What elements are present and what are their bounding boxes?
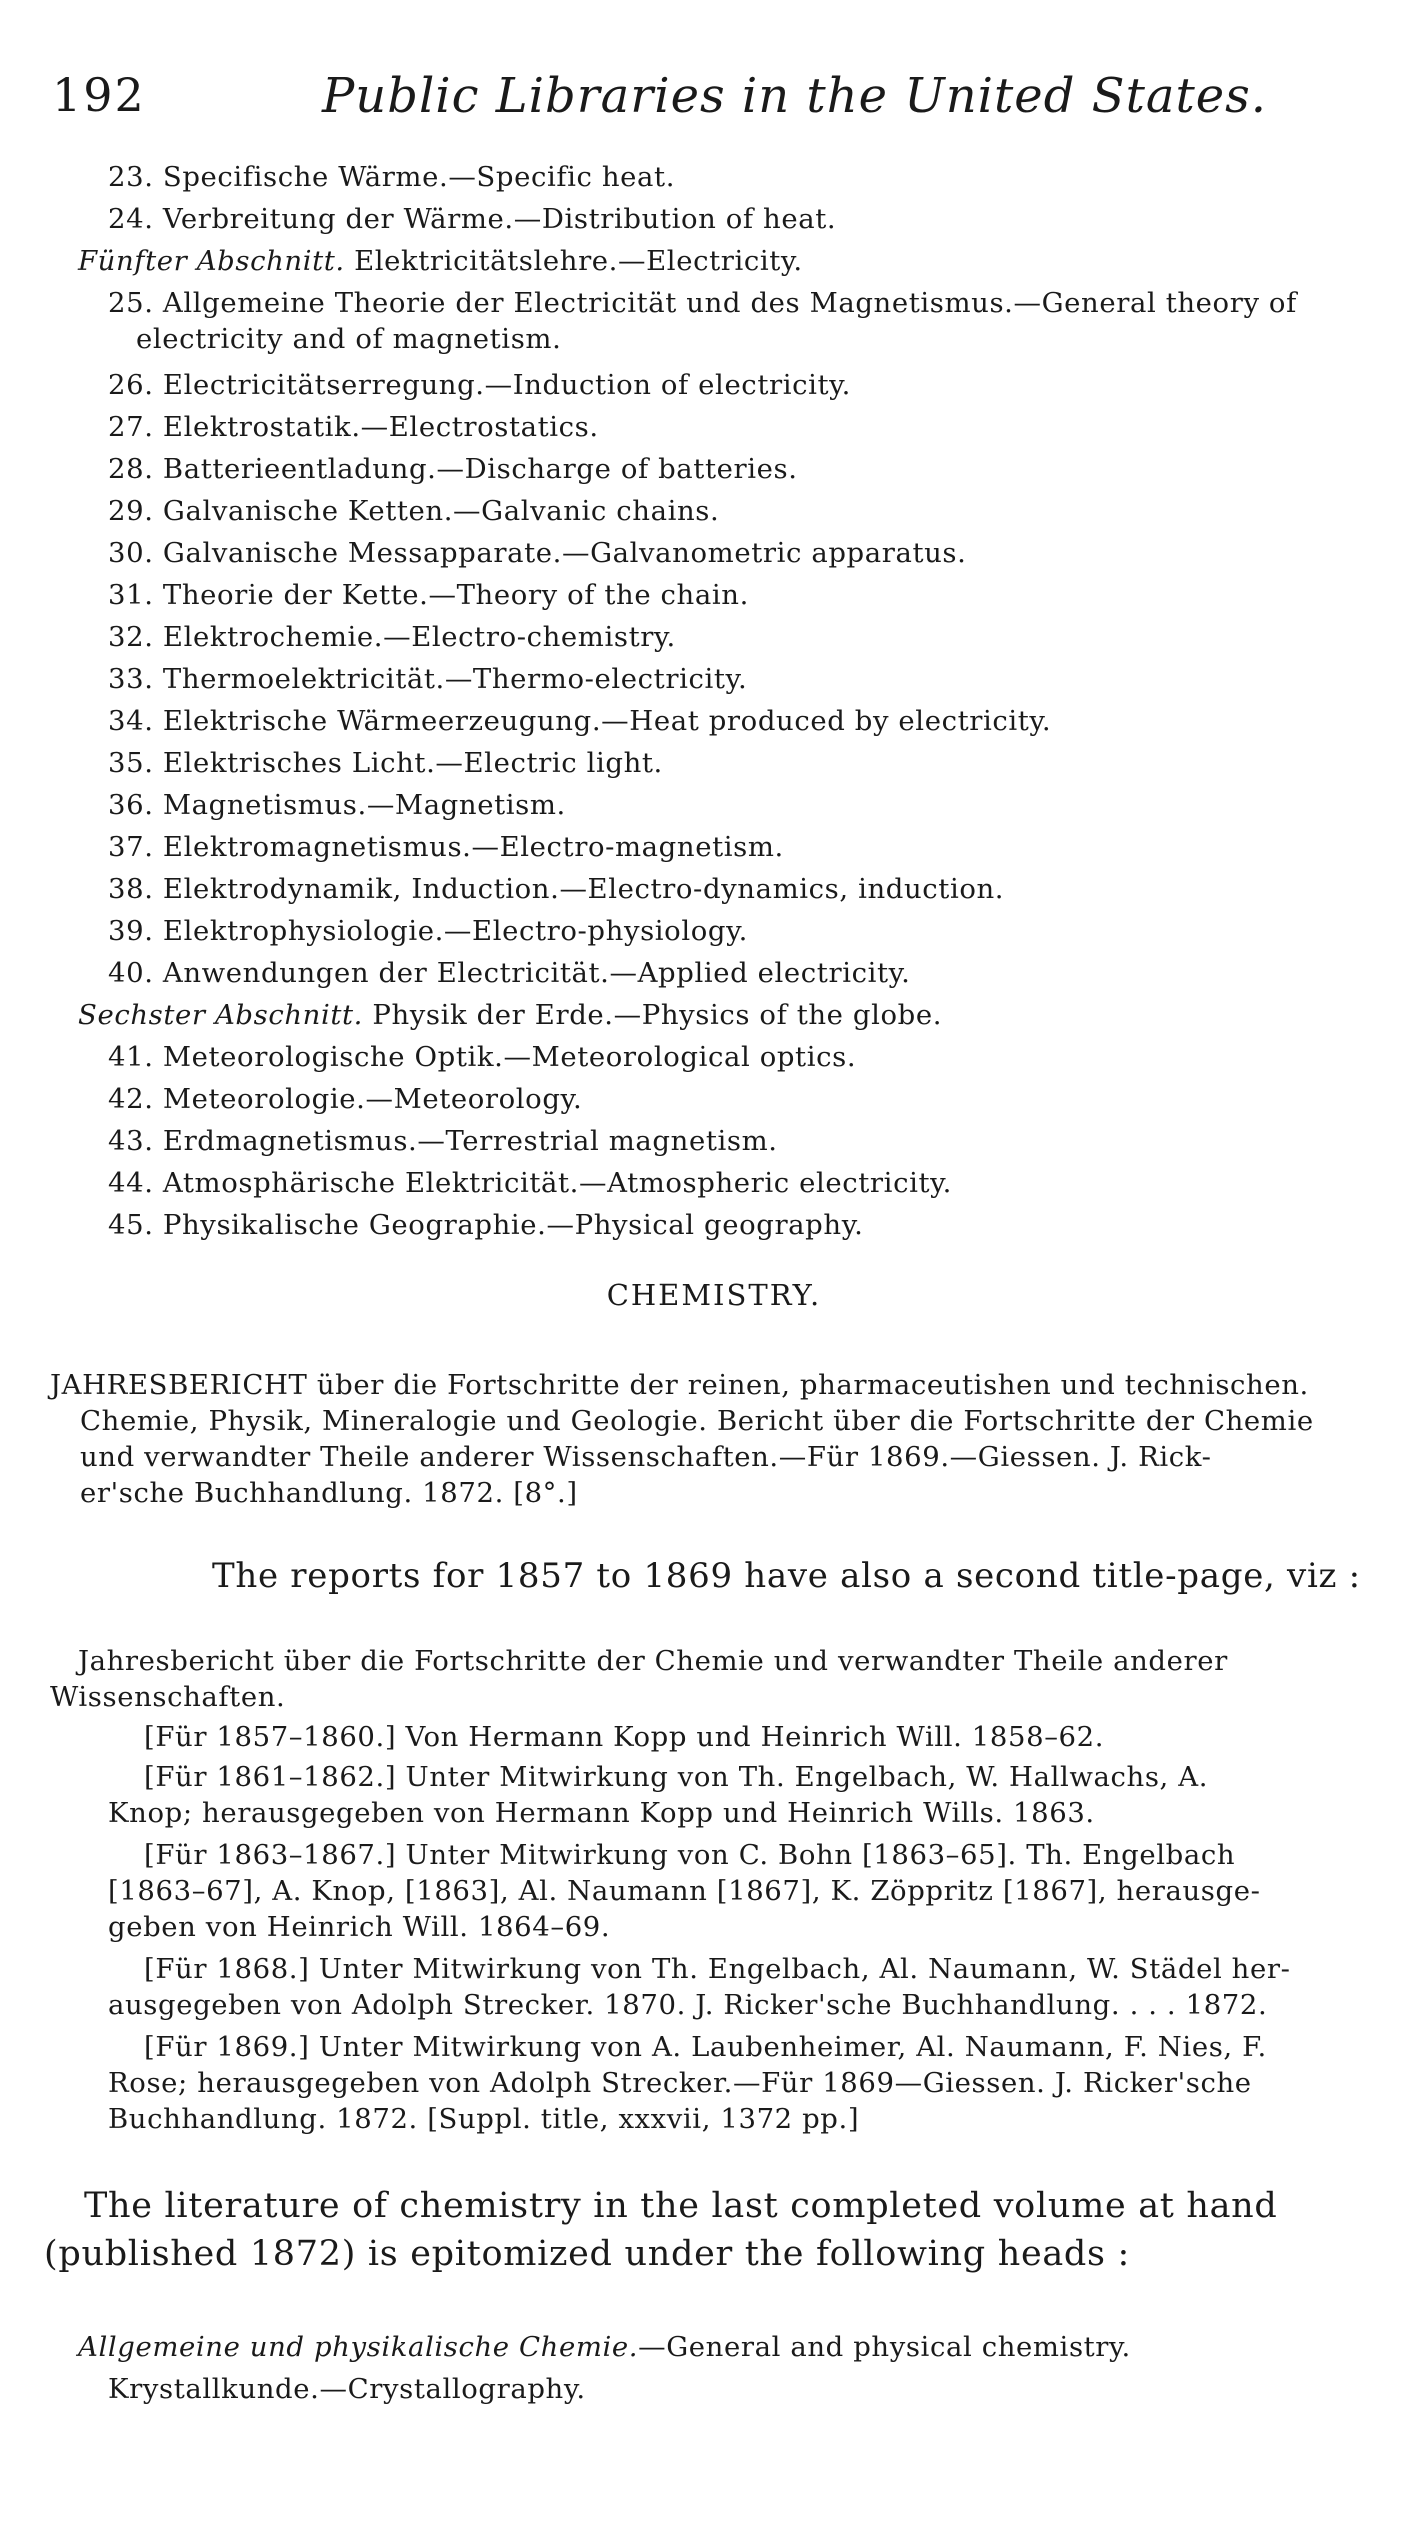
volume-line: [Für 1869.] Unter Mitwirkung von A. Laubenheimer, Al. Naumann, F. Nies, F. [144,2031,1267,2063]
section-heading: Sechster Abschnitt. Physik der Erde.—Physics of the globe. [78,999,943,1031]
volume-line: [1863–67], A. Knop, [1863], Al. Naumann [1867], K. Zöppritz [1867], herausge- [108,1875,1261,1907]
volume-line: Rose; herausgegeben von Adolph Strecker.—Für 1869—Giessen. J. Ricker'sche [108,2067,1252,2099]
list-item: 36. Magnetismus.—Magnetism. [108,789,566,821]
list-item: 33. Thermoelektricität.—Thermo-electricity. [108,663,748,695]
list-item: 45. Physikalische Geographie.—Physical geography. [108,1209,864,1241]
running-title: Public Libraries in the United States. [322,68,1268,124]
second-title-line: Jahresbericht über die Fortschritte der Chemie und verwandter Theile anderer [78,1645,1228,1677]
page-number: 192 [52,68,146,122]
volume-line: [Für 1857–1860.] Von Hermann Kopp und Heinrich Will. 1858–62. [144,1721,1105,1753]
volume-line: [Für 1863–1867.] Unter Mitwirkung von C. Bohn [1863–65]. Th. Engelbach [144,1839,1236,1871]
list-item: 38. Elektrodynamik, Induction.—Electro-dynamics, induction. [108,873,1005,905]
list-item: 42. Meteorologie.—Meteorology. [108,1083,583,1115]
second-title-line: Wissenschaften. [50,1681,286,1713]
list-item: 24. Verbreitung der Wärme.—Distribution of heat. [108,203,837,235]
list-item: 39. Elektrophysiologie.—Electro-physiology. [108,915,748,947]
list-item: 37. Elektromagnetismus.—Electro-magnetism. [108,831,784,863]
list-item: 35. Elektrisches Licht.—Electric light. [108,747,663,779]
list-item: 29. Galvanische Ketten.—Galvanic chains. [108,495,720,527]
list-item: 44. Atmosphärische Elektricität.—Atmospheric electricity. [108,1167,952,1199]
list-item: 27. Elektrostatik.—Electrostatics. [108,411,599,443]
entry-line: Chemie, Physik, Mineralogie und Geologie. Bericht über die Fortschritte der Chemie [80,1405,1314,1437]
list-item: 41. Meteorologische Optik.—Meteorological optics. [108,1041,857,1073]
list-item: 43. Erdmagnetismus.—Terrestrial magnetism. [108,1125,778,1157]
volume-line: ausgegeben von Adolph Strecker. 1870. J. Ricker'sche Buchhandlung. . . . 1872. [108,1989,1268,2021]
heads-line: Krystallkunde.—Crystallography. [108,2373,586,2405]
entry-line: er'sche Buchhandlung. 1872. [8°.] [80,1477,578,1509]
section-heading: Fünfter Abschnitt. Elektricitätslehre.—Electricity. [78,245,803,277]
entry-line: und verwandter Theile anderer Wissenschaften.—Für 1869.—Giessen. J. Rick- [80,1441,1212,1473]
chemistry-heading: CHEMISTRY. [606,1278,822,1312]
literature-line: (published 1872) is epitomized under the following heads : [44,2234,1131,2274]
heads-line: Allgemeine und physikalische Chemie.—General and physical chemistry. [78,2331,1131,2363]
list-item: 32. Elektrochemie.—Electro-chemistry. [108,621,676,653]
list-item: 31. Theorie der Kette.—Theory of the chain. [108,579,749,611]
list-item: 30. Galvanische Messapparate.—Galvanometric apparatus. [108,537,967,569]
list-item: 26. Electricitätserregung.—Induction of electricity. [108,369,851,401]
list-item: 28. Batterieentladung.—Discharge of batteries. [108,453,798,485]
list-item: 23. Specifische Wärme.—Specific heat. [108,161,676,193]
literature-line: The literature of chemistry in the last completed volume at hand [84,2186,1278,2226]
entry-line: JAHRESBERICHT über die Fortschritte der reinen, pharmaceutishen und technischen. [50,1369,1309,1401]
volume-line: Buchhandlung. 1872. [Suppl. title, xxxvii, 1372 pp.] [108,2103,860,2135]
list-item: 40. Anwendungen der Electricität.—Applied electricity. [108,957,911,989]
list-item: 34. Elektrische Wärmeerzeugung.—Heat produced by electricity. [108,705,1052,737]
list-item-continuation: electricity and of magnetism. [136,323,562,355]
second-title-note: The reports for 1857 to 1869 have also a second title-page, viz : [212,1556,1361,1596]
volume-line: [Für 1861–1862.] Unter Mitwirkung von Th. Engelbach, W. Hallwachs, A. [144,1761,1209,1793]
volume-line: geben von Heinrich Will. 1864–69. [108,1911,611,1943]
volume-line: [Für 1868.] Unter Mitwirkung von Th. Engelbach, Al. Naumann, W. Städel her- [144,1953,1291,1985]
volume-line: Knop; herausgegeben von Hermann Kopp und Heinrich Wills. 1863. [108,1797,1095,1829]
page-header [52,68,1392,128]
list-item: 25. Allgemeine Theorie der Electricität und des Magnetismus.—General theory of [108,287,1297,319]
